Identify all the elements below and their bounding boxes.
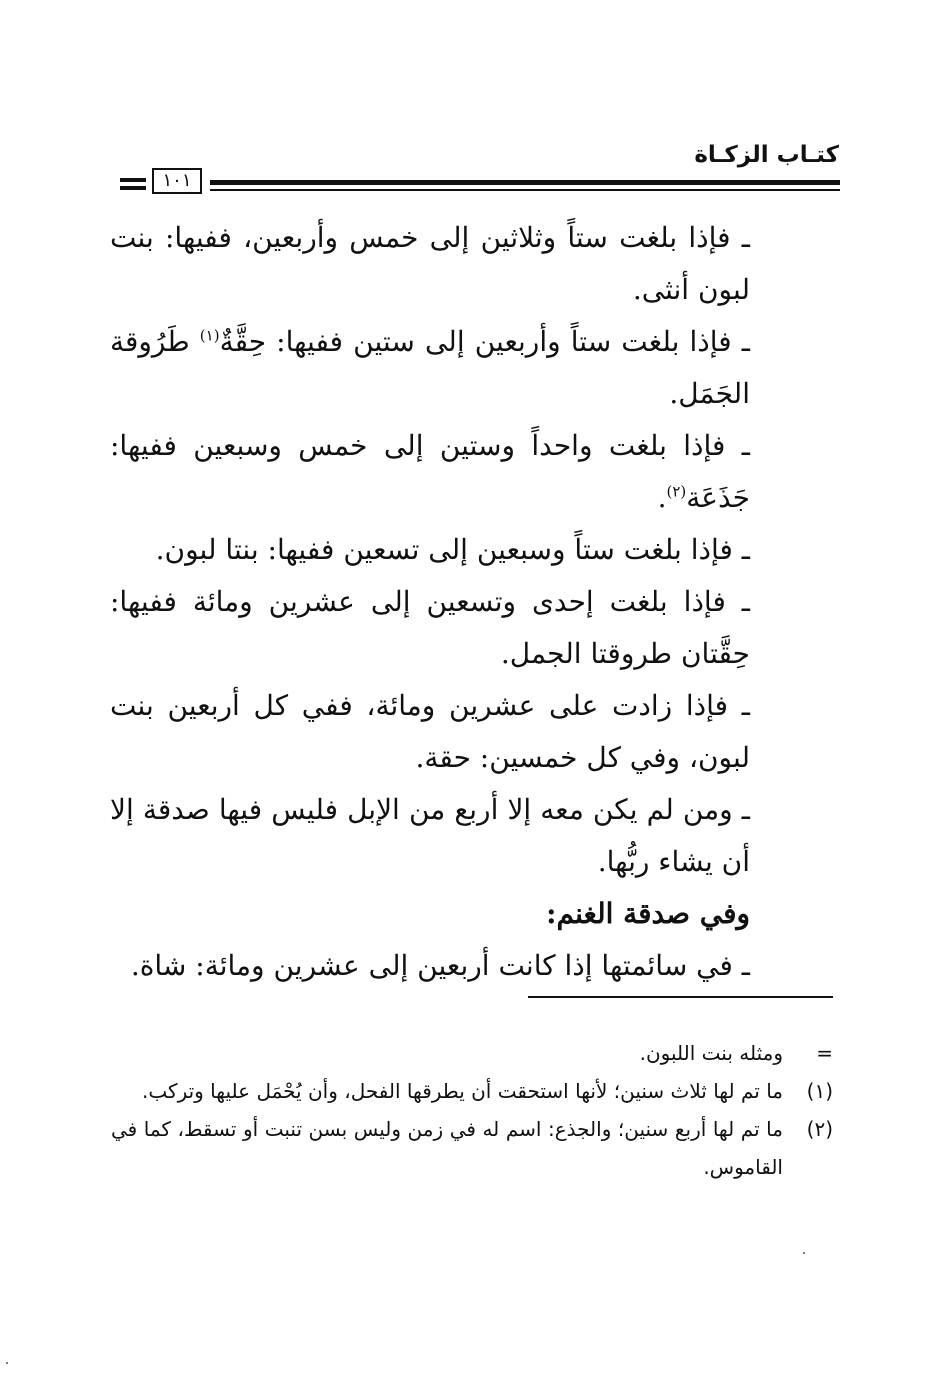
header-rule-thin bbox=[210, 189, 840, 191]
footnote-text: ما تم لها أربع سنين؛ والجذع: اسم له في زمن وليس بسن تنبت أو تسقط، كما في القاموس. bbox=[111, 1117, 783, 1179]
footnote-marker: (١) bbox=[806, 1079, 833, 1103]
paragraph: ـ ومن لم يكن معه إلا أربع من الإبل فليس فيها صدقة إلا أن يشاء ربُّها. bbox=[110, 793, 750, 878]
footnote-text: ما تم لها ثلاث سنين؛ لأنها استحقت أن يطرقها الفحل، وأن يُحْمَل عليها وتركب. bbox=[142, 1079, 783, 1103]
paragraph-text: ـ فإذا بلغت واحداً وستين إلى خمس وسبعين ففيها: جَذَعَة bbox=[110, 429, 750, 514]
footnote-text: ومثله بنت اللبون. bbox=[639, 1041, 783, 1065]
paragraph: ـ فإذا بلغت ستاً وثلاثين إلى خمس وأربعين، ففيها: بنت لبون أنثى. bbox=[110, 221, 750, 306]
paragraph-text: ـ فإذا بلغت ستاً وأربعين إلى ستين ففيها: حِقَّةٌ bbox=[219, 325, 750, 358]
header-rule-left-upper bbox=[120, 178, 146, 182]
header-rule-thick bbox=[210, 180, 840, 185]
scan-speck bbox=[6, 1362, 8, 1364]
footnote-marker: = bbox=[816, 1041, 833, 1065]
footnote-reference: (٢) bbox=[666, 482, 687, 501]
paragraph: ـ في سائمتها إذا كانت أربعين إلى عشرين ومائة: شاة. bbox=[130, 949, 750, 982]
header-rule-left-lower bbox=[120, 186, 146, 190]
paragraph-text-continued: طَرُوقة الجَمَل. bbox=[110, 325, 750, 410]
running-header-title: كتـاب الزكـاة bbox=[694, 142, 839, 168]
footnote-continuation bbox=[111, 1034, 833, 1072]
footnote-item bbox=[111, 1110, 833, 1186]
footnote-separator bbox=[528, 996, 833, 998]
page-number: ١٠١ bbox=[152, 168, 202, 194]
paragraph: ـ فإذا زادت على عشرين ومائة، ففي كل أربعين بنت لبون، وفي كل خمسين: حقة. bbox=[110, 689, 750, 774]
paragraph-text-continued: . bbox=[657, 481, 667, 514]
paragraph bbox=[110, 420, 750, 524]
section-heading: وفي صدقة الغنم: bbox=[546, 897, 750, 930]
scan-speck bbox=[803, 1252, 805, 1254]
footnote-marker: (٢) bbox=[806, 1117, 833, 1141]
footnote-item bbox=[111, 1072, 833, 1110]
footnotes bbox=[111, 1034, 833, 1186]
paragraph bbox=[110, 316, 750, 420]
main-text bbox=[110, 212, 750, 992]
paragraph: ـ فإذا بلغت ستاً وسبعين إلى تسعين ففيها: بنتا لبون. bbox=[155, 533, 750, 566]
footnote-reference: (١) bbox=[199, 326, 220, 345]
paragraph: ـ فإذا بلغت إحدى وتسعين إلى عشرين ومائة ففيها: حِقَّتان طروقتا الجمل. bbox=[110, 585, 750, 670]
